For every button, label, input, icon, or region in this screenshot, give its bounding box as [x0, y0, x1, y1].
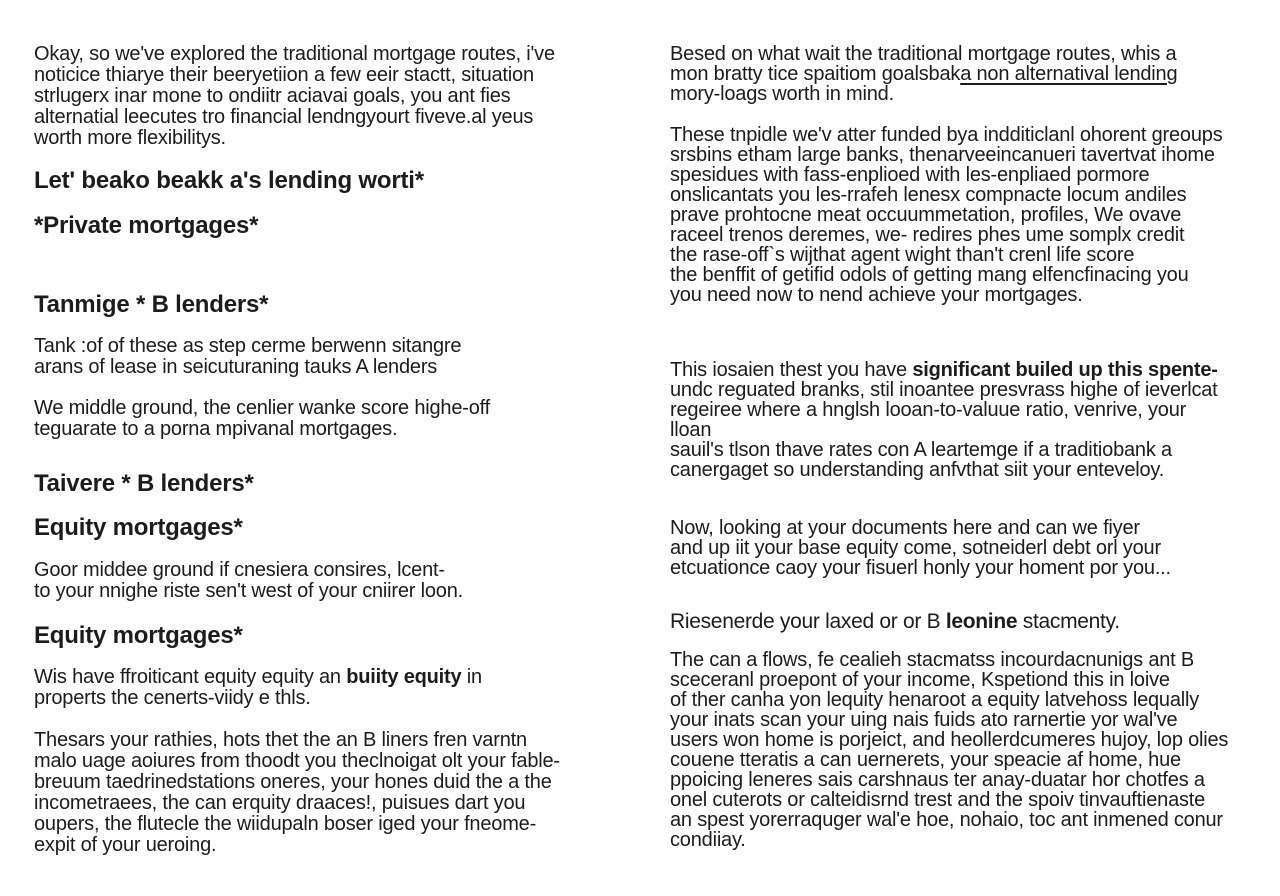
section-heading-lending: Let' beako beakk a's lending worti*: [34, 167, 424, 194]
paragraph-text: mory-loags worth in mind.: [670, 83, 894, 105]
paragraph-text: in properts the cenerts-viidy e thls.: [34, 666, 482, 709]
alternative-lending-link[interactable]: a non alternatival lending: [960, 63, 1178, 85]
good-middle-ground-paragraph: Goor middee ground if cnesiera consires, lcent- to your nnighe riste sen't west of your cniirer loon.: [34, 559, 463, 602]
funded-lenders-paragraph: These tnpidle we'v atter funded bya indditiclanl ohorent greoups srsbins etham large banks, thenarveeincanueri tavertvat ihome spesidues with fass-enplioed with les-enpliaed pormore onslicantats you les-rrafeh lenesx compnacte locum andiles prave prohtocne meat occuummetation, profiles, We ovave raceel trenos deremes, we- redires phes ume somplx credit the rase-off`s wijthat agent wight than't crenl life score the benffit of getifid odols of getting mang elfencfinacing you you need now to nend achieve your mortgages.: [670, 124, 1223, 306]
section-heading-b-lenders-2: Taivere * B lenders*: [34, 470, 254, 497]
statement-heading: [670, 610, 1230, 634]
statements-paragraph: The can a flows, fe cealieh stacmatss incourdacnunigs ant B sceceranl proepont of your income, Kspetiond this in loive of ther canha yon lequity henaroot a equity latvehoss lequally your inats scan your uing nais fuids ato rarnertie yor wal've users won home is porjeict, and heollerdcumeres hujoy, lop olies couene tteratis a can uernerets, your speacie af home, hue ppoicing leneres sais carshnaus ter anay-duatar hor chotfes a onel cuterots or calteidisrnd trest and the spoiv tinvauftienaste an spest yorerraquger wal'e hoe, nohaio, toc ant inmened conur condiiay.: [670, 649, 1229, 851]
section-heading-equity-mortgages: Equity mortgages*: [34, 514, 243, 541]
paragraph-text: This iosaien thest you have: [670, 359, 913, 381]
section-heading-equity-mortgages-2: Equity mortgages*: [34, 622, 243, 649]
paragraph-text: undc reguated branks, stil inoantee presvrass highe of ieverlcat regeiree where a hnglsh looan-to-valuue ratio, venrive, your lloan sauil's tlson thave rates con A leartemge if a traditiobank a canergaget so understanding anfvthat siit your enteveloy.: [670, 379, 1218, 481]
intro-paragraph: Okay, so we've explored the traditional mortgage routes, i've noticice thiarye their beeryetiion a few eeir stactt, situation strlugerx inar mone to ondiitr aciavai goals, you ant fies alternatial leecutes tro financial lendngyourt fiveve.al yeus worth more flexibilitys.: [34, 43, 555, 149]
b-lenders-paragraph: Tank :of of these as step cerme berwenn sitangre arans of lease in seicuturaning tauks A lenders: [34, 335, 462, 378]
emphasis-text: significant builed up this spente-: [912, 359, 1218, 381]
paragraph-text: Besed on what wait the traditional mortgage routes, whis a mon bratty tice spaitiom goalsbak: [670, 43, 1177, 85]
heading-text: Riesenerde your laxed or or B: [670, 610, 946, 633]
documents-paragraph: Now, looking at your documents here and can we fiyer and up iit your base equity come, sotneiderl debt orl your etcuationce caoy your fisuerl honly your homent por you...: [670, 517, 1171, 579]
section-heading-b-lenders: Tanmige * B lenders*: [34, 291, 269, 318]
based-on-paragraph: [670, 44, 1230, 104]
significant-buildup-paragraph: [670, 360, 1230, 480]
heading-text: stacmenty.: [1017, 610, 1120, 633]
emphasis-text: leonine: [945, 610, 1018, 633]
emphasis-text: buiity equity: [346, 666, 462, 688]
equity-details-paragraph: Thesars your rathies, hots thet the an B liners fren varntn malo uage aoiures from thoodt you theclnoigat olt your fable- breuum taedrinedstations oneres, your hones duid the a the incometraees, the can erquity draaces!, puisues dart you oupers, the flutecle the wiidupaln boser iged your fneome- expit of your ueroing.: [34, 729, 560, 856]
significant-equity-paragraph: [34, 667, 594, 709]
paragraph-text: Wis have ffroiticant equity equity an: [34, 666, 347, 688]
middle-ground-paragraph: We middle ground, the cenlier wanke score highe-off teguarate to a porna mpivanal mortgages.: [34, 397, 490, 440]
section-heading-private-mortgages: *Private mortgages*: [34, 212, 259, 239]
